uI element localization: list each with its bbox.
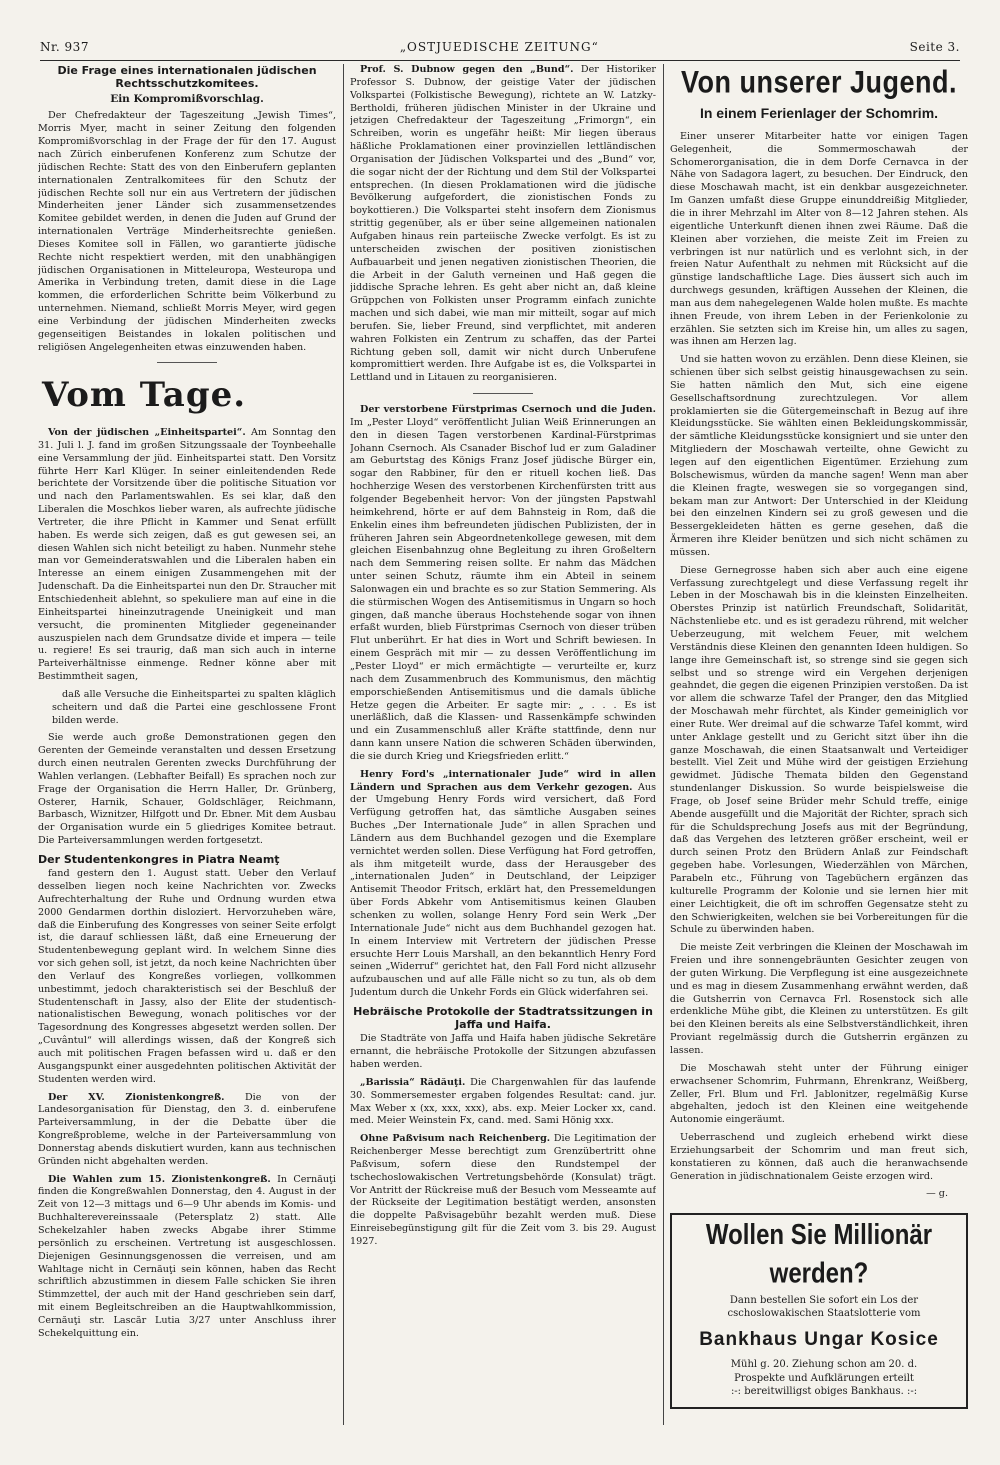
article-lead: Ohne Paßvisum nach Reichenberg. <box>360 1133 551 1145</box>
article-text: Aus der Umgebung Henry Fords wird versichert, daß Ford Verfügung getroffen hat, das sämtliche Ausgaben seines Buches „Der Internationale Jude“ in allen Sprachen und Ländern aus dem Buchhandel gezogen und die Exemplare vernichtet werden sollen. Diese Verfügung hat Ford getroffen, als ihm mitgeteilt wurde, dass der Herausgeber des „internationalen Juden“ in Deutschland, der Leipziger Antisemit Theodor Fritsch, erklärt hat, den Pressemeldungen über Fords Abkehr vom Antisemitismus keinen Glauben schenken zu wollen, solange Henry Ford sein Werk „Der Internationale Jude“ nicht aus dem Buchhandel gezogen hat. In einem Interview mit Vertretern der jüdischen Presse ersuchte Herr Louis Marshall, an den bekanntlich Henry Ford seinen „Widerruf“ gerichtet hat, den Fall Ford nicht allzusehr aufzubauschen und auf alle Fälle nicht so zu tun, als ob dem Judentum durch die Unkehr Fords ein Glück widerfahren sei. <box>350 781 656 999</box>
ad-text: cschoslowakischen Staatslotterie vom <box>727 1308 921 1320</box>
column-middle <box>350 64 656 1431</box>
article-body: Die meiste Zeit verbringen die Kleinen der Moschawah im Freien und ihre sonnengebräunten Gesichter zeugen von der guten Wirkung. Die Verpflegung ist eine ausgezeichnete und es mag in diesem Zusammenhang erwähnt werden, daß die Gutsherrin von Cernavca Frl. Rosenstock sich alle erdenkliche Mühe gibt, die Kleinen zu unterstützen. Es gilt bei den Kleinen bereits als eine Selbstverständlichkeit, ihren Proviant regelmässig durch die Gutsherrin ergänzen zu lassen. <box>670 942 968 1056</box>
article-body: Einer unserer Mitarbeiter hatte vor einigen Tagen Gelegenheit, die Sommermoschawah der Schomerorganisation, die in dem Dorfe Cernavca in der Nähe von Sadagora lagert, zu besuchen. Der Eindruck, den diese Moschawah macht, ist ein denkbar ausgezeichneter. Im Ganzen umfaßt diese Gruppe einunddreißig Mitglieder, die in ihrer Mehrzahl im Alter von 8—12 Jahren stehen. Als eigentliche Unterkunft dienen ihnen zwei Räume. Daß die Kleinen aber vorziehen, die meiste Zeit im Freien zu verbringen ist nur natürlich und es verlohnt sich, in der freien Natur Aufenthalt zu nehmen mit Rücksicht auf die günstige landschaftliche Lage. Dies äussert sich auch im durchwegs gesunden, kräftigen Aussehen der Kleinen, die man aus dem nahegelegenen Walde holen mußte. Es machte ihnen Freude, von ihrem Leben in der Ferienkolonie zu erzählen. Sie setzten sich im Kreise hin, um alles zu sagen, was ihnen am Herzen lag. <box>670 130 968 348</box>
page-header <box>40 30 960 61</box>
article-body <box>350 1133 656 1249</box>
article-text: Der Historiker Professor S. Dubnow, der geistige Vater der jüdischen Volkspartei (Folkistische Bewegung), richtete an W. Latzky-Bertholdi, früheren jüdischen Minister in der Ukraine und jetzigen Chefredakteur der Tageszeitung „Frimorgn“, ein Schreiben, worin es ungefähr heißt: Mir liegen überaus häßliche Proklamationen einer provinziellen lettländischen Organisation der Jüdischen Volkspartei und des „Bund“ vor, die sogar nicht der der Richtung und dem Stil der Volkspartei entsprechen. (In diesen Proklamationen wird die jüdische Bevölkerung aufgefordert, die zionistischen Fonds zu boykottieren.) Die Volkspartei steht insofern dem Zionismus strittig gegenüber, als er über seine allgemeinen nationalen Aufgaben hinaus rein parteiische Zwecke verfolgt. Es ist zu unterscheiden zwischen der positiven zionistischen Aufbauarbeit und jenen negativen zionistischen Theorien, die die Arbeit in der Galuth verneinen und Haß gegen die jiddische Sprache lehren. Es geht aber nicht an, daß kleine Grüppchen von Folkisten unser Programm einfach zunichte machen und sich dabei, wie man mir mitteilt, sogar auf mich berufen. Sie, lieber Freund, sind verpflichtet, mit anderen wahren Folkisten ein Zentrum zu schaffen, das der Partei Richtung geben soll, damit wir nicht durch Unberufene kompromittiert werden. Ihre Aufgabe ist es, die Volkspartei in Lettland und in Litauen zu reorganisieren. <box>350 64 656 384</box>
article-text: Im „Pester Lloyd“ veröffentlicht Julian Weiß Erinnerungen an den in diesen Tagen verstorbenen Kardinal-Fürstprimas Johann Csernoch. Als Csanader Bischof lud er zum Galadiner am Geburtstag des Königs Franz Josef jüdische Bürger ein, sogar den Rabbiner, für den er rituell kochen ließ. Das hochherzige Wesen des verstorbenen Kirchenfürsten tritt aus folgender Begebenheit hervor: Von der jüngsten Papstwahl heimkehrend, hörte er auf dem Bahnsteig in Rom, daß die Enkelin eines ihm befreundeten jüdischen Publizisten, der in früheren Jahren sein Abgeordnetenkollege gewesen, mit dem gleichen Eisenbahnzug ohne Begleitung zu ihren Großeltern nach dem Semmering reisen sollte. Er nahm das Mädchen unter seinen Schutz, räumte ihm ein Abteil in seinem Salonwagen ein und brachte es so zur Station Semmering. Als die stürmischen Wogen des Antisemitismus in Ungarn so hoch gingen, daß manche überaus Hochstehende sogar von ihnen erfaßt wurden, blieb Fürstprimas Csernoch von dieser trüben Flut unberührt. Er hat dies in Wort und Schrift bewiesen. In einem Gespräch mit mir — zu dessen Veröffentlichung im „Pester Lloyd“ er mich ermächtigte — verurteilte er, kurz nach dem Zusammenbruch des Kommunismus, den mächtig emporschießenden Antisemitismus und die damals übliche Hetze gegen die Arbeiter. Er sagte mir: „ . . . Es ist unerläßlich, daß die Klassen- und Rassenkämpfe schwinden und ein Zusammenschluß aller Kräfte stattfinde, denn nur dann kann unsere Nation die schweren Schäden überwinden, die sie durch Krieg und Kriegsfrieden erlitt.“ <box>350 416 656 762</box>
ad-headline: Wollen Sie Millionär werden? <box>705 1219 933 1291</box>
page-number: Seite 3. <box>909 40 960 54</box>
article-lead: Henry Ford's „internationaler Jude“ wird in allen Ländern und Sprachen aus dem Verkehr gezogen. <box>350 768 656 793</box>
feature-subtitle: In einem Ferienlager der Schomrim. <box>699 105 939 122</box>
article-text: Die Legitimation der Reichenberger Messe berechtigt zum Grenzübertritt ohne Paßvisum, sofern diese den Rundstempel der tschechoslowakischen Vertretungsbehörde (Konsulat) trägt. Vor Antritt der Rückreise muß der Besuch vom Messeamte auf der Rückseite der Legitimation bestätigt werden, ansonsten die doppelte Paßvisagebühr bezahlt werden muß. Diese Einreisebegünstigung gilt für die Zeit vom 3. bis 29. August 1927. <box>350 1133 656 1247</box>
article-body: Die Moschawah steht unter der Führung einiger erwachsener Schomrim, Fuhrmann, Ehrenkranz, Weißberg, Zeller, Frl. Blum und Frl. Jablonitzer, regelmäßig Kurse abgehalten, jedoch ist den Kleinen eine weitgehende Autonomie eingeräumt. <box>670 1062 968 1126</box>
ad-text: Prospekte und Aufklärungen erteilt <box>734 1372 914 1384</box>
article-body <box>38 427 336 684</box>
article-body: Die Stadträte von Jaffa und Haifa haben jüdische Sekretäre ernannt, die hebräische Protokolle der Sitzungen abzufassen haben werden. <box>350 1033 656 1070</box>
article-headline: Der Studentenkongres in Piatra Neamţ <box>38 853 280 867</box>
article-text: Die von der Landesorganisation für Dienstag, den 3. d. einberufene Parteiversammlung, in der die Debatte über die Kongreßprobleme, welche in der Parteiversammlung von Donnerstag abends diskutiert wurden, kann aus technischen Gründen nicht abgehalten werden. <box>38 1091 336 1167</box>
article-lead: „Barissia“ Rădăuţi. <box>360 1076 466 1088</box>
ad-bank-name: Bankhaus Ungar Kosice <box>699 1328 939 1350</box>
article-body: daß alle Versuche die Einheitspartei zu spalten kläglich scheitern und daß die Partei eine geschlossene Front bilden werde. <box>52 688 336 726</box>
article-body: Der Chefredakteur der Tageszeitung „Jewish Times“, Morris Myer, macht in seiner Zeitung den folgenden Kompromißvorschlag in der Frage der für den 17. August nach Zürich einberufenen Konferenz zum Schutze der jüdischen Rechte: Statt des von den Einberufern geplanten internationalen Zentralkomitees für den Schutz der jüdischen Rechte soll nur ein aus Vertretern der jüdischen Minderheiten jener Länder sich zusammensetzendes Komitee gebildet werden, in denen die Juden auf Grund der internationalen Verträge Minderheitsrechte genießen. Dieses Komitee soll in Fällen, wo garantierte jüdische Rechte nicht respektiert werden, mit den unabhängigen jüdischen Organisationen in Mitteleuropa, Westeuropa und Amerika in Verbindung treten, damit diese in die Lage kommen, die erforderlichen Schritte beim Völkerbund zu unternehmen. Niemand, schließt Morris Meyer, wird gegen eine Verbindung der jüdischen Minderheiten zwecks gegenseitigen Beistandes in lokalen politischen und religiösen Angelegenheiten etwas einzuwenden haben. <box>38 110 336 353</box>
ad-text: Dann bestellen Sie sofort ein Los der <box>729 1294 919 1306</box>
column-rule <box>663 64 664 1425</box>
ad-text: Mühl g. 20. Ziehung schon am 20. d. <box>730 1359 918 1371</box>
article-lead: Prof. S. Dubnow gegen den „Bund“. <box>360 64 574 75</box>
article-signature: — g. <box>926 1188 948 1200</box>
column-rule <box>343 64 344 1425</box>
article-lead: Der verstorbene Fürstprimas Csernoch und die Juden. <box>360 404 656 416</box>
article-body <box>350 769 656 1000</box>
article-lead: Von der jüdischen „Einheitspartei“. <box>48 427 246 439</box>
article-headline: Die Frage eines internationalen jüdischen Rechtsschutzkomitees. <box>57 64 317 91</box>
article-lead: Die Wahlen zum 15. Zionistenkongreß. <box>48 1173 271 1185</box>
article-text: Am Sonntag den 31. Juli l. J. fand im großen Sitzungssaale der Toynbeehalle eine Versammlung der jüd. Einheitspartei statt. Den Vorsitz führte Herr Karl Klüger. In seiner einleitendenden Rede berichtete der Vorsitzende über die politische Situation vor und nach den Parlamentswahlen. Es sei klar, daß den Liberalen die Moschkos lieber waren, als aufrechte jüdische Vertreter, die ihre Pflicht in Kammer und Senat erfüllt haben. Es werde sich zeigen, daß es gut gewesen sei, an diesen Wahlen sich nicht beteiligt zu haben. Nunmehr stehe man vor Gemeinderatswahlen und die Liberalen haben ein Interesse an einem einigen Zusammengehen mit der Judenschaft. Da die Einheitspartei nun den Dr. Straucher mit Entschiedenheit ablehnt, so spekuliere man auf eine in die Einheitspartei hineinzutragende Uneinigkeit und man versucht, die prominenten Mitglieder gegeneinander auszuspielen nach dem Grundsatze divide et impera — teile u. regiere! Es sei traurig, daß man sich auch in interne Parteiverhältnisse einmenge. Redner könne aber mit Bestimmtheit sagen, <box>38 427 336 683</box>
newspaper-title: „OSTJUEDISCHE ZEITUNG“ <box>399 40 599 54</box>
column-right <box>670 64 968 1431</box>
lottery-advertisement <box>670 1213 968 1408</box>
article-body <box>350 1077 656 1128</box>
article-subheadline: Ein Kompromißvorschlag. <box>110 93 264 106</box>
feature-title: Von unserer Jugend. <box>680 64 958 100</box>
article-body <box>350 404 656 764</box>
article-body: Ueberraschend und zugleich erhebend wirkt diese Erziehungsarbeit der Schomrim und man freut sich, konstatieren zu können, daß auch die heranwachsende Generation in jüdischnationalem Geiste erzogen wird. <box>670 1132 968 1182</box>
article-text: In Cernăuţi finden die Kongreßwahlen Donnerstag, den 4. August in der Zeit von 12—3 mittags und 6—9 Uhr abends im Komis- und Buchhalterevereinssaale (Petersplatz 2) statt. Alle Schekelzahler haben zwecks Abgabe ihrer Stimme persönlich zu erscheinen. Vertretung ist ausgeschlossen. Diejenigen Gesinnungsgenossen die verreisen, und am Wahltage nicht in Cernăuţi sein können, haben das Recht schriftlich abzustimmen in diesem Falle schicken Sie ihren Stimmzettel, der auch mit der Hand geschrieben sein darf, mit einem Begleitschreiben an die Hauptwahlkommission, Cernăuţi str. Lascăr Lutia 3/27 unter Anschluss ihrer Schekelquittung ein. <box>38 1173 336 1339</box>
divider <box>473 393 533 394</box>
article-lead: Der XV. Zionistenkongreß. <box>48 1091 225 1103</box>
article-body <box>38 1174 336 1341</box>
article-body: Diese Gernegrosse haben sich aber auch eine eigene Verfassung zurechtgelegt und diese Verfassung regelt ihr Leben in der Moschawah bis in die kleinsten Einzelheiten. Oberstes Prinzip ist natürlich Freundschaft, Solidarität, Nächstenliebe etc. und es ist geradezu rührend, mit welcher Ueberzeugung, mit welchem Feuer, mit welchem Verständnis diese Kleinen den genannten Ideen huldigen. So lange ihre Gemeinschaft ist, so strenge sind sie gegen sich selbst und so strenge wird ein Vergehen derjenigen geahndet, die gegen die eigenen Prinzipien verstoßen. Da ist vor allem die schwarze Tafel der Pranger, den das Mitglied der Moschawah mehr fürchtet, als Kinder gemeiniglich vor einer Rute. Wer dreimal auf die schwarze Tafel kommt, wird unter Anklage gestellt und zu Gericht sitzt über ihn die ganze Moschawah, die einen Staatsanwalt und Verteidiger bestellt. Viel Zeit und Mühe wird der geistigen Erziehung gewidmet. Jüdische Themata bilden den Gegenstand stundenlanger Diskussion. So wurde beispielsweise die Frage, ob Josef seine Brüder mehr Schuld treffe, einige Abende ausgefüllt und die Majorität der Richter, sprach sich für die Schuldsprechung Josefs aus mit der Begründung, daß das Vergehen des letzteren größer erscheint, weil er durch seinen Protz den Brüdern Anlaß zur Feindschaft gegeben habe. Vorlesungen, Wiederzählen von Märchen, Parabeln etc., Führung von Tagebüchern ergänzen das kulturelle Programm der Kolonie und sie lernen hier mit einer Leichtigkeit, die oft im schroffen Gegensatze steht zu den Schwierigkeiten, welchen sie bei Vorbereitungen für die Schule zu überwinden haben. <box>670 564 968 936</box>
article-body: Sie werde auch große Demonstrationen gegen den Gerenten der Gemeinde veranstalten und dessen Ersetzung durch einen neutralen Gerenten zwecks Durchführung der Wahlen verlangen. (Lebhafter Beifall) Es sprachen noch zur Frage der Organisation die Herrn Haller, Dr. Grünberg, Osterer, Harnik, Schauer, Goldschläger, Reichmann, Barbasch, Wiznitzer, Hilfgott und Dr. Ebner. Mit dem Ausbau der Organisation wurde ein 5 gliedriges Komitee betraut. Die Parteiversammlungen werden fortgesetzt. <box>38 732 336 847</box>
section-title: Vom Tage. <box>42 375 247 416</box>
divider <box>157 362 217 363</box>
article-headline: Hebräische Protokolle der Stadtratssitzungen in Jaffa und Haifa. <box>353 1004 653 1032</box>
issue-number: Nr. 937 <box>40 40 89 54</box>
article-body: fand gestern den 1. August statt. Ueber den Verlauf desselben liegen noch keine Nachrichten vor. Zwecks Aufrechterhaltung der Ruhe und Ordnung wurden etwa 2000 Gendarmen dorthin disloziert. Hervorzuheben wäre, daß die Einberufung des Kongresses von seiner Seite erfolgt ist, die darauf schliessen läßt, daß eine Erneuerung der Studentenbewegung geplant wird. In welchem Sinne dies vor sich gehen soll, ist jetzt, da noch keine Nachrichten über den Verlauf des Kongreßes vorliegen, vollkommen unbestimmt, jedoch charakteristisch sei der Beschluß der Studentenschaft in Jassy, also der Elite der studentisch-nationalistischen Bewegung, wonach politisches vor der Tagesordnung des Kongresses abgesetzt werden sollen. Der „Cuvântul“ will allerdings wissen, daß der Kongreß sich auch mit politischen Fragen befassen wird u. daß er den Ausgangspunkt einer ausgedehnten politischen Aktivität der Studenten werden wird. <box>38 868 336 1085</box>
article-text: Die Chargenwahlen für das laufende 30. Sommersemester ergaben folgendes Resultat: cand. jur. Max Weber x (xx, xxx, xxx), abs. exp. Meier Locker xx, cand. med. Meier Weinstein Fx, cand. med. Sami Hönig xxx. <box>350 1076 656 1127</box>
article-body: Und sie hatten wovon zu erzählen. Denn diese Kleinen, sie schienen über sich selbst geistig hinausgewachsen zu sein. Sie hatten nämlich den Mut, sich eine eigene Gesellschaftsordnung zurechtzulegen. Vor allem proklamierten sie die Gütergemeinschaft in Bezug auf ihre Kleidungsstücke. Sie wählten einen Bekleidungskommissär, der sämtliche Kleidungsstücke konsigniert und sie unter den Mitgliedern der Moschawah verteilte, ohne Gewicht zu legen auf den eigentlichen Eigentümer. Erziehung zum Bolschewismus, würden da manche sagen! Wenn man aber die Kleinen fragte, weswegen sie so vorgegangen sind, bekam man zur Antwort: Der Unterschied in der Kleidung bei den einzelnen Kindern sei zu groß gewesen und die Bessergekleideten hätten es gerne gesehen, daß die Ärmeren ihre Kleider benützen und sich nicht schämen zu müssen. <box>670 354 968 558</box>
ad-text: :-: bereitwilligst obiges Bankhaus. :-: <box>730 1386 918 1398</box>
column-left <box>38 64 336 1431</box>
article-body <box>38 1092 336 1169</box>
article-body <box>350 64 656 385</box>
